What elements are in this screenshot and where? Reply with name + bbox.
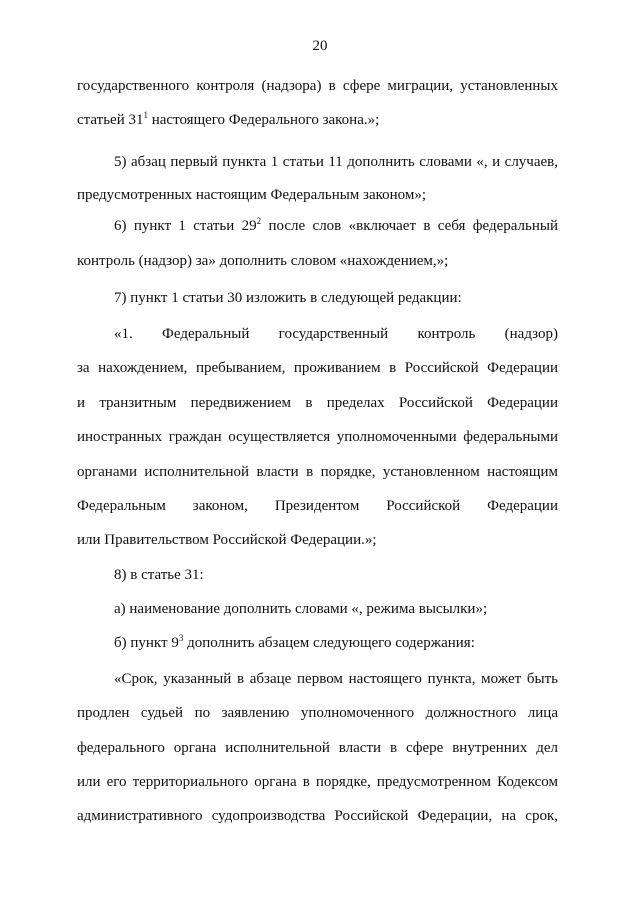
text-line: органами исполнительной власти в порядке, установленном настоящим [77, 464, 558, 480]
text-line: а) наименование дополнить словами «, режима высылки»; [114, 601, 488, 617]
text-line: административного судопроизводства Российской Федерации, на срок, [77, 808, 558, 824]
text-line: 8) в статье 31: [114, 567, 204, 583]
text-line: федерального органа исполнительной власти в сфере внутренних дел [77, 740, 558, 756]
superscript: 1 [143, 110, 148, 120]
text-line: иностранных граждан осуществляется уполномоченными федеральными [77, 429, 558, 445]
text-line: «1. Федеральный государственный контроль (надзор) [114, 326, 558, 342]
text-line: Федеральным законом, Президентом Российской Федерации [77, 498, 558, 514]
text-line: статьей $31^1$ настоящего Федерального закона.»; [77, 110, 380, 128]
text-line: 6) пункт 1 статьи $29^2$ после слов «включает в себя федеральный [114, 216, 558, 234]
text-line: б) пункт $9^3$ дополнить абзацем следующего содержания: [114, 633, 475, 651]
text-line: «Срок, указанный в абзаце первом настоящего пункта, может быть [114, 671, 558, 687]
text-line: и транзитным передвижением в пределах Российской Федерации [77, 395, 558, 411]
superscript: 2 [256, 216, 262, 226]
text-line: предусмотренных настоящим Федеральным законом»; [77, 187, 427, 203]
text-line: 5) абзац первый пункта 1 статьи 11 дополнить словами «, и случаев, [114, 154, 558, 170]
text-line: за нахождением, пребыванием, проживанием в Российской Федерации [77, 360, 558, 376]
text-line: продлен судьей по заявлению уполномоченного должностного лица [77, 705, 558, 721]
text-line: государственного контроля (надзора) в сфере миграции, установленных [77, 78, 558, 94]
text-line: контроль (надзор) за» дополнить словом «нахождением,»; [77, 253, 449, 269]
text-line: 7) пункт 1 статьи 30 изложить в следующей редакции: [114, 290, 462, 306]
text-line: или Правительством Российской Федерации.»; [77, 532, 377, 548]
text-line: или его территориального органа в порядке, предусмотренном Кодексом [77, 774, 558, 790]
page-number: 20 [312, 38, 328, 54]
superscript: 3 [178, 633, 184, 643]
